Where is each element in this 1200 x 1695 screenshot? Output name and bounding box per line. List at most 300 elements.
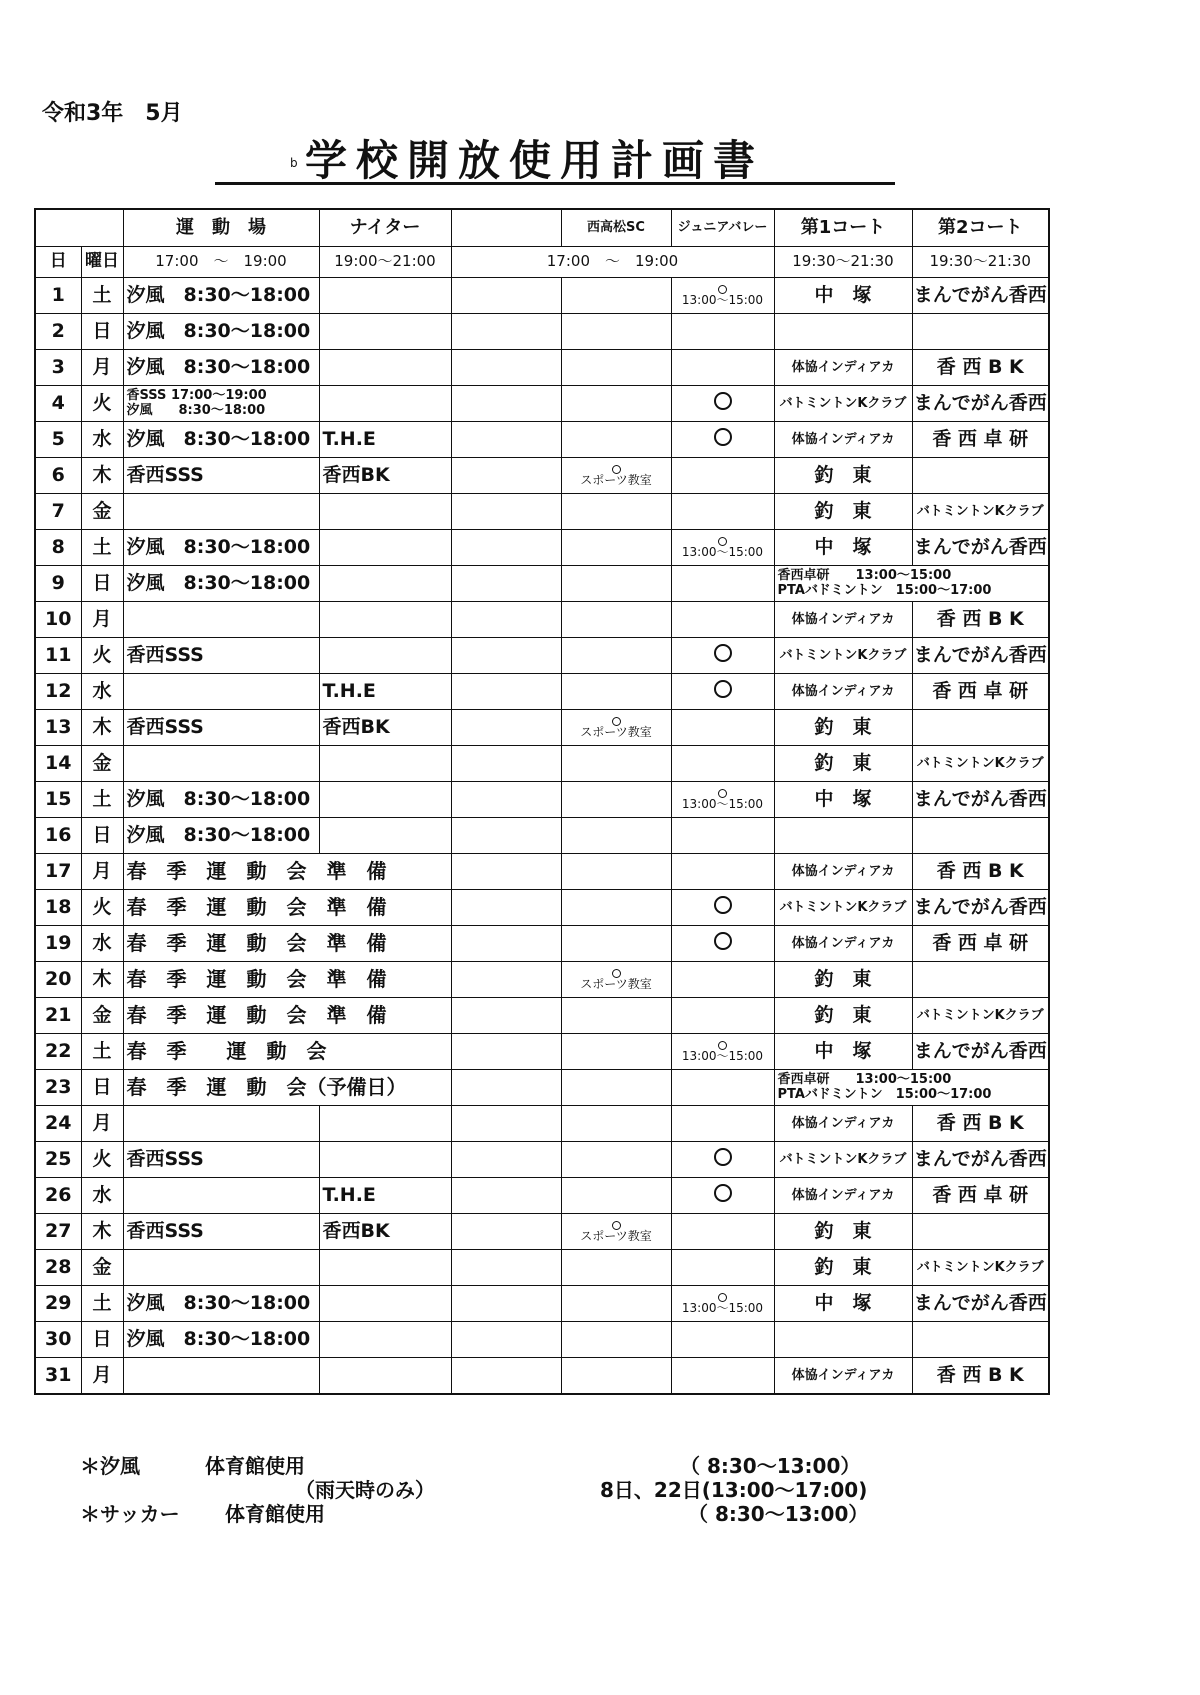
table-row [35,1322,1049,1358]
title-block [215,128,895,186]
table-row [35,494,1049,530]
note-soccer-time: （ 8:30～13:00） [688,1502,869,1526]
cell-weekday: 水 [81,674,123,710]
cell-court1: 体協インディアカ [774,854,912,890]
cell-court2: まんでがん香西 [912,530,1049,566]
cell-weekday: 水 [81,422,123,458]
cell-night [319,1250,451,1286]
cell-court1-line2: PTAバドミントン 15:00～17:00 [777,1086,992,1102]
table-row [35,386,1049,422]
table-row [35,458,1049,494]
year-month: 令和3年 5月 [42,101,183,126]
cell-event-span: 春 季 運 動 会 準 備 [123,926,451,962]
cell-weekday: 日 [81,818,123,854]
cell-ground [123,1178,319,1214]
cell-court2: 香 西 B K [912,1106,1049,1142]
cell-junior-volley [671,1142,774,1178]
cell-day: 28 [35,1250,81,1286]
cell-night [319,494,451,530]
header-blank-col [451,209,561,247]
cell-ground-line1: 香SSS 17:00～19:00 [126,388,267,404]
sports-class-label: スポーツ教室 [580,724,652,739]
cell-weekday: 水 [81,926,123,962]
note-shiokaze-time: （ 8:30～13:00） [680,1454,861,1478]
table-row [35,602,1049,638]
cell-junior-volley [671,782,774,818]
cell-ground [123,602,319,638]
cell-court1: 釣 東 [774,998,912,1034]
cell-day: 12 [35,674,81,710]
cell-court2: まんでがん香西 [912,1286,1049,1322]
header-court2: 第2コート [912,209,1049,247]
cell-blank [451,566,561,602]
cell-day: 11 [35,638,81,674]
cell-court1: 体協インディアカ [774,1106,912,1142]
cell-ground [123,386,319,422]
cell-court1: 釣 東 [774,1214,912,1250]
cell-court1: 釣 東 [774,746,912,782]
cell-day: 23 [35,1070,81,1106]
cell-court1: 中 塚 [774,278,912,314]
cell-blank [451,710,561,746]
cell-weekday: 火 [81,890,123,926]
cell-junior-volley [671,998,774,1034]
cell-night [319,638,451,674]
cell-court2 [912,1322,1049,1358]
subheader-sc-time: 17:00 ～ 19:00 [451,247,774,278]
cell-court1: 中 塚 [774,782,912,818]
cell-weekday: 火 [81,1142,123,1178]
cell-junior-volley [671,422,774,458]
subheader-weekday: 曜日 [81,247,123,278]
subheader-court2-time: 19:30～21:30 [912,247,1049,278]
cell-night [319,530,451,566]
cell-court1 [774,818,912,854]
cell-court1: バトミントンKクラブ [774,386,912,422]
cell-ground: 香西SSS [123,458,319,494]
table-row [35,674,1049,710]
sports-class-label: スポーツ教室 [580,1228,652,1243]
cell-weekday: 木 [81,962,123,998]
cell-nishitakamatsu [561,926,671,962]
cell-nishitakamatsu [561,638,671,674]
cell-ground: 汐風 8:30～18:00 [123,422,319,458]
subheader-row [35,247,1049,278]
cell-night [319,746,451,782]
cell-day: 13 [35,710,81,746]
cell-ground [123,674,319,710]
cell-day: 22 [35,1034,81,1070]
cell-junior-volley [671,1034,774,1070]
cell-day: 20 [35,962,81,998]
cell-night [319,602,451,638]
cell-nishitakamatsu [561,782,671,818]
cell-ground [123,494,319,530]
cell-ground: 汐風 8:30～18:00 [123,1322,319,1358]
cell-sports-class [561,710,671,746]
cell-night [319,1322,451,1358]
junior-volley-time: 13:00～15:00 [681,796,764,811]
table-row [35,530,1049,566]
header-night: ナイター [319,209,451,247]
cell-nishitakamatsu [561,746,671,782]
cell-court2: 香 西 卓 研 [912,926,1049,962]
cell-day: 24 [35,1106,81,1142]
table-row [35,278,1049,314]
cell-court2: まんでがん香西 [912,638,1049,674]
cell-blank [451,1358,561,1395]
cell-court2 [912,458,1049,494]
title-underline [215,182,895,185]
subheader-night-time: 19:00～21:00 [319,247,451,278]
table-row [35,926,1049,962]
cell-day: 19 [35,926,81,962]
cell-blank [451,1178,561,1214]
cell-ground: 汐風 8:30～18:00 [123,1286,319,1322]
table-row [35,746,1049,782]
circle-mark-icon [714,428,732,446]
cell-nishitakamatsu [561,494,671,530]
cell-day: 18 [35,890,81,926]
cell-weekday: 木 [81,458,123,494]
cell-junior-volley [671,1070,774,1106]
cell-junior-volley [671,602,774,638]
cell-court2 [912,962,1049,998]
cell-event-span: 春 季 運 動 会（予備日） [123,1070,451,1106]
cell-court2: 香 西 B K [912,1358,1049,1395]
cell-nishitakamatsu [561,998,671,1034]
cell-day: 21 [35,998,81,1034]
cell-blank [451,926,561,962]
cell-junior-volley [671,278,774,314]
cell-weekday: 日 [81,1070,123,1106]
table-row [35,1106,1049,1142]
cell-ground: 汐風 8:30～18:00 [123,566,319,602]
cell-weekday: 木 [81,1214,123,1250]
cell-junior-volley [671,1286,774,1322]
cell-ground: 汐風 8:30～18:00 [123,278,319,314]
cell-night: 香西BK [319,458,451,494]
header-ground: 運 動 場 [123,209,319,247]
table-row [35,314,1049,350]
cell-junior-volley [671,854,774,890]
cell-weekday: 土 [81,1286,123,1322]
cell-court1: バトミントンKクラブ [774,1142,912,1178]
cell-court1: 中 塚 [774,1286,912,1322]
cell-blank [451,278,561,314]
cell-ground: 汐風 8:30～18:00 [123,314,319,350]
cell-court1: 釣 東 [774,710,912,746]
cell-ground: 汐風 8:30～18:00 [123,350,319,386]
cell-nishitakamatsu [561,1034,671,1070]
page-title: 学校開放使用計画書 [305,136,765,185]
cell-junior-volley [671,458,774,494]
cell-court2: 香 西 B K [912,602,1049,638]
cell-weekday: 月 [81,854,123,890]
cell-weekday: 日 [81,1322,123,1358]
cell-day: 17 [35,854,81,890]
cell-court2: まんでがん香西 [912,890,1049,926]
cell-nishitakamatsu [561,350,671,386]
cell-blank [451,746,561,782]
table-row [35,1286,1049,1322]
cell-junior-volley [671,674,774,710]
note-shiokaze-text: 体育館使用 [205,1454,305,1478]
cell-night [319,386,451,422]
circle-mark-icon [714,680,732,698]
sports-class-label: スポーツ教室 [580,472,652,487]
cell-day: 5 [35,422,81,458]
cell-sports-class [561,1214,671,1250]
cell-day: 15 [35,782,81,818]
cell-night [319,1358,451,1395]
cell-junior-volley [671,350,774,386]
table-row [35,890,1049,926]
note-rainy-only: （雨天時のみ） [295,1478,435,1502]
cell-weekday: 金 [81,998,123,1034]
cell-court1 [774,566,1049,602]
cell-night: T.H.E [319,674,451,710]
cell-court2: まんでがん香西 [912,782,1049,818]
cell-junior-volley [671,890,774,926]
cell-junior-volley [671,1106,774,1142]
cell-ground: 汐風 8:30～18:00 [123,530,319,566]
cell-court1 [774,1322,912,1358]
cell-blank [451,350,561,386]
cell-night [319,818,451,854]
table-row [35,1214,1049,1250]
subheader-court1-time: 19:30～21:30 [774,247,912,278]
cell-court2: 香 西 卓 研 [912,1178,1049,1214]
table-row [35,566,1049,602]
cell-day: 2 [35,314,81,350]
cell-junior-volley [671,314,774,350]
note-dates-time: 8日、22日(13:00～17:00) [600,1478,868,1502]
cell-weekday: 木 [81,710,123,746]
cell-blank [451,1322,561,1358]
junior-volley-time: 13:00～15:00 [681,544,764,559]
cell-court1: 釣 東 [774,962,912,998]
cell-blank [451,782,561,818]
subheader-ground-time: 17:00 ～ 19:00 [123,247,319,278]
cell-court1-line2: PTAバドミントン 15:00～17:00 [777,582,992,598]
table-row [35,998,1049,1034]
circle-mark-icon [714,392,732,410]
cell-blank [451,1070,561,1106]
table-row [35,1358,1049,1395]
cell-junior-volley [671,638,774,674]
cell-nishitakamatsu [561,1106,671,1142]
cell-weekday: 月 [81,1106,123,1142]
cell-ground: 香西SSS [123,1214,319,1250]
cell-junior-volley [671,818,774,854]
header-court1: 第1コート [774,209,912,247]
cell-court2 [912,314,1049,350]
cell-day: 31 [35,1358,81,1395]
cell-blank [451,422,561,458]
cell-nishitakamatsu [561,566,671,602]
cell-court1: 体協インディアカ [774,1178,912,1214]
cell-weekday: 月 [81,350,123,386]
cell-ground: 香西SSS [123,1142,319,1178]
cell-day: 16 [35,818,81,854]
circle-mark-icon [714,1184,732,1202]
note-shiokaze-label: ＊汐風 [80,1454,140,1478]
cell-ground-line2: 汐風 8:30～18:00 [126,402,266,418]
note-soccer-label: ＊サッカー [80,1502,180,1526]
cell-blank [451,494,561,530]
cell-court2: 香 西 B K [912,350,1049,386]
cell-court1-line1: 香西卓研 13:00～15:00 [777,1072,952,1088]
cell-day: 8 [35,530,81,566]
cell-weekday: 火 [81,638,123,674]
cell-weekday: 日 [81,314,123,350]
cell-junior-volley [671,1322,774,1358]
cell-blank [451,818,561,854]
cell-night: 香西BK [319,1214,451,1250]
table-row [35,422,1049,458]
cell-blank [451,1286,561,1322]
note-soccer-text: 体育館使用 [225,1502,325,1526]
cell-court2 [912,818,1049,854]
cell-day: 14 [35,746,81,782]
cell-day: 29 [35,1286,81,1322]
cell-junior-volley [671,1250,774,1286]
cell-ground: 汐風 8:30～18:00 [123,782,319,818]
cell-nishitakamatsu [561,1142,671,1178]
cell-event-span: 春 季 運 動 会 準 備 [123,890,451,926]
circle-mark-icon [714,1148,732,1166]
cell-court1: 体協インディアカ [774,1358,912,1395]
cell-day: 1 [35,278,81,314]
cell-day: 7 [35,494,81,530]
cell-blank [451,458,561,494]
cell-event-span: 春 季 運 動 会 準 備 [123,998,451,1034]
cell-blank [451,1034,561,1070]
circle-mark-icon [714,932,732,950]
cell-weekday: 水 [81,1178,123,1214]
header-junior-volley: ジュニアバレー [671,209,774,247]
cell-ground [123,1250,319,1286]
cell-court1 [774,314,912,350]
table-row [35,710,1049,746]
cell-junior-volley [671,926,774,962]
cell-weekday: 金 [81,746,123,782]
cell-nishitakamatsu [561,422,671,458]
cell-nishitakamatsu [561,1322,671,1358]
cell-nishitakamatsu [561,1070,671,1106]
cell-blank [451,314,561,350]
cell-blank [451,674,561,710]
cell-blank [451,638,561,674]
cell-day: 3 [35,350,81,386]
cell-blank [451,1214,561,1250]
cell-ground [123,1358,319,1395]
cell-court1: 釣 東 [774,1250,912,1286]
cell-night: T.H.E [319,422,451,458]
cell-court2: まんでがん香西 [912,386,1049,422]
cell-day: 30 [35,1322,81,1358]
cell-blank [451,530,561,566]
cell-court1: 体協インディアカ [774,602,912,638]
cell-night: T.H.E [319,1178,451,1214]
cell-nishitakamatsu [561,314,671,350]
sports-class-label: スポーツ教室 [580,976,652,991]
cell-court1: バトミントンKクラブ [774,890,912,926]
cell-weekday: 金 [81,494,123,530]
cell-blank [451,998,561,1034]
cell-day: 4 [35,386,81,422]
cell-blank [451,386,561,422]
cell-day: 10 [35,602,81,638]
junior-volley-time: 13:00～15:00 [681,1300,764,1315]
table-row [35,1142,1049,1178]
cell-night [319,566,451,602]
cell-junior-volley [671,710,774,746]
cell-junior-volley [671,1358,774,1395]
cell-weekday: 土 [81,530,123,566]
cell-nishitakamatsu [561,1178,671,1214]
cell-nishitakamatsu [561,278,671,314]
cell-night [319,278,451,314]
table-row [35,1178,1049,1214]
cell-night: 香西BK [319,710,451,746]
cell-court1: 中 塚 [774,530,912,566]
cell-junior-volley [671,566,774,602]
cell-ground: 香西SSS [123,638,319,674]
cell-nishitakamatsu [561,890,671,926]
junior-volley-time: 13:00～15:00 [681,292,764,307]
cell-weekday: 月 [81,602,123,638]
schedule-rows [35,278,1049,1395]
cell-court2: バトミントンKクラブ [912,494,1049,530]
cell-court2 [912,1214,1049,1250]
cell-junior-volley [671,1178,774,1214]
title-mark: b [290,156,298,170]
cell-weekday: 土 [81,1034,123,1070]
cell-court2 [912,710,1049,746]
cell-court1: 釣 東 [774,458,912,494]
cell-night [319,1286,451,1322]
table-row [35,1250,1049,1286]
cell-nishitakamatsu [561,854,671,890]
cell-court1: 体協インディアカ [774,350,912,386]
cell-night [319,350,451,386]
header-nishitakamatsu: 西高松SC [561,209,671,247]
cell-court1: 体協インディアカ [774,674,912,710]
cell-court2: 香 西 卓 研 [912,674,1049,710]
cell-nishitakamatsu [561,1250,671,1286]
cell-junior-volley [671,962,774,998]
cell-nishitakamatsu [561,602,671,638]
circle-mark-icon [714,896,732,914]
cell-ground [123,1106,319,1142]
cell-court1: 体協インディアカ [774,926,912,962]
cell-blank [451,602,561,638]
table-row [35,962,1049,998]
cell-court1-line1: 香西卓研 13:00～15:00 [777,568,952,584]
cell-blank [451,1250,561,1286]
cell-blank [451,890,561,926]
cell-court2: まんでがん香西 [912,1034,1049,1070]
cell-nishitakamatsu [561,818,671,854]
cell-court1: バトミントンKクラブ [774,638,912,674]
cell-court1: 中 塚 [774,1034,912,1070]
cell-nishitakamatsu [561,1358,671,1395]
schedule-table [34,208,1050,1395]
cell-event-span: 春 季 運 動 会 準 備 [123,854,451,890]
cell-junior-volley [671,1214,774,1250]
